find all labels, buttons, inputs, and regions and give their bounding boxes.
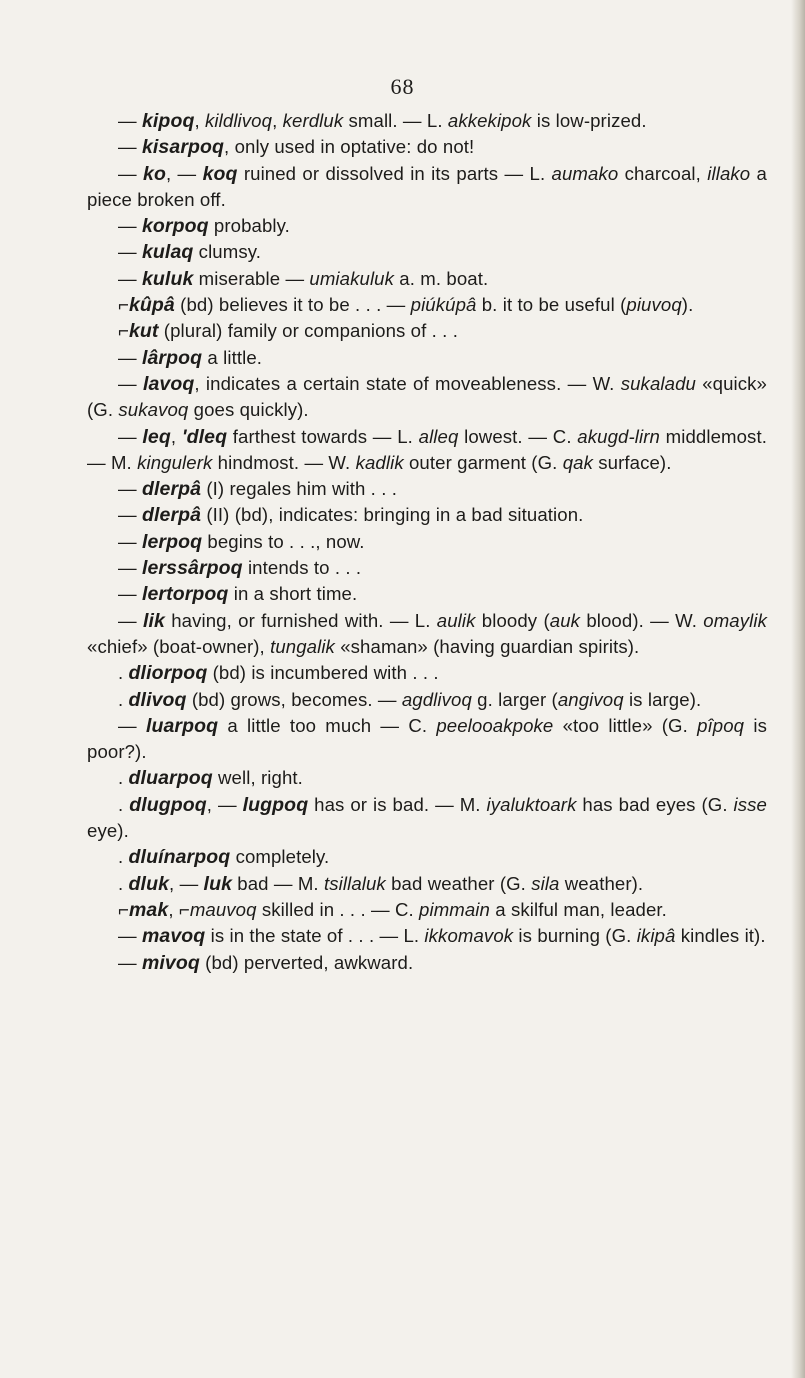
dictionary-entry (87, 844, 767, 870)
entry-headword: korpoq (141, 215, 209, 238)
entry-headword: leq (142, 425, 171, 448)
entry-text: — (118, 609, 143, 631)
entry-text: — (118, 110, 142, 131)
entry-text: — (118, 162, 144, 184)
entry-text: , — (206, 793, 243, 815)
page-number: 68 (390, 74, 415, 99)
dictionary-entry (87, 266, 767, 292)
entry-text: . (118, 846, 129, 868)
entry-example: kingulerk (137, 451, 213, 473)
entry-text: «quick» (G. (87, 372, 768, 421)
entry-headword: ko (143, 162, 166, 185)
entry-headword: kuluk (141, 267, 194, 290)
entry-headword: kisarpoq (141, 136, 225, 159)
entry-list (87, 108, 767, 976)
entry-text: miserable — (193, 267, 310, 289)
entry-headword: koq (202, 162, 238, 185)
entry-text: b. it to be useful ( (476, 294, 627, 316)
entry-text: g. larger ( (471, 688, 558, 710)
entry-headword: luarpoq (145, 714, 219, 737)
entry-headword: 'dleq (181, 425, 228, 448)
dictionary-entry (87, 371, 767, 424)
entry-example: sukavoq (118, 399, 189, 421)
dictionary-entry (87, 871, 767, 897)
dictionary-entry (87, 581, 767, 607)
entry-headword: lârpoq (141, 346, 203, 369)
entry-text: — (118, 530, 142, 552)
entry-text: is burning (G. (513, 925, 637, 947)
entry-text: is low-prized. (531, 110, 647, 131)
entry-text: bloody ( (475, 609, 550, 631)
entry-example: kerdluk (282, 110, 344, 131)
entry-text: a skilful man, leader. (489, 898, 667, 920)
dictionary-entry (87, 792, 767, 845)
entry-text: , (194, 110, 206, 131)
entry-headword: dlerpâ (141, 504, 202, 527)
entry-text: middlemost. — M. (87, 425, 767, 473)
entry-example: piúkúpâ (410, 294, 477, 316)
entry-headword: dlugpoq (129, 793, 207, 816)
entry-example: illako (707, 162, 751, 184)
entry-example: sukaladu (620, 372, 696, 394)
entry-text: «chief» (boat-owner), (87, 635, 271, 657)
dictionary-entry (87, 950, 767, 976)
entry-example: kildlivoq (205, 110, 273, 131)
entry-example: auk (549, 609, 581, 631)
entry-text: , — (165, 162, 203, 184)
entry-text: well, right. (212, 767, 303, 789)
entry-text: weather). (559, 872, 644, 894)
entry-text: has bad eyes (G. (576, 793, 734, 815)
entry-text: a piece broken off. (87, 162, 767, 210)
entry-text: — (118, 346, 142, 368)
entry-example: isse (733, 793, 767, 815)
entry-text: a. m. boat. (394, 267, 489, 289)
entry-text: — (118, 583, 142, 605)
entry-text: — (118, 425, 143, 447)
entry-text: charcoal, (618, 162, 708, 184)
entry-example: iyaluktoark (486, 793, 577, 815)
entry-text: small. — L. (343, 110, 448, 131)
dictionary-entry (87, 529, 767, 555)
entry-text: — (118, 136, 142, 158)
entry-text: , only used in optative: do not! (224, 136, 475, 158)
entry-text: — (118, 372, 143, 394)
entry-headword: dlerpâ (141, 478, 202, 501)
entry-headword: lik (142, 609, 165, 632)
entry-example: ikkomavok (424, 925, 514, 947)
entry-headword: lavoq (142, 372, 195, 395)
dictionary-entry (87, 239, 767, 265)
entry-headword: kut (128, 320, 159, 343)
entry-example: agdlivoq (401, 688, 472, 710)
dictionary-entry (87, 660, 767, 686)
entry-text: a little too much — C. (218, 714, 437, 736)
entry-text: . (118, 872, 129, 894)
entry-headword: lugpoq (242, 793, 309, 816)
entry-headword: mivoq (141, 951, 200, 974)
entry-text: — (118, 557, 142, 579)
entry-headword: dlivoq (128, 688, 187, 711)
entry-example: akkekipok (447, 110, 532, 131)
dictionary-entry (87, 765, 767, 791)
entry-text: (II) (bd), indicates: bringing in a bad situation. (201, 504, 584, 526)
dictionary-entry (87, 424, 767, 477)
entry-text: (bd) believes it to be . . . — (174, 294, 411, 316)
entry-example: tsillaluk (323, 872, 386, 894)
entry-text: lowest. — C. (458, 425, 578, 447)
entry-example: peelooakpoke (436, 714, 554, 736)
entry-text: in a short time. (228, 583, 358, 605)
entry-text: has or is bad. — M. (308, 793, 487, 815)
dictionary-entry (87, 555, 767, 581)
entry-example: piuvoq (626, 294, 682, 316)
entry-text: — (118, 478, 142, 500)
entry-example: akugd-lirn (577, 425, 660, 447)
entry-text: (bd) is incumbered with . . . (207, 662, 439, 684)
entry-example: tungalik (270, 635, 335, 657)
entry-example: sila (531, 872, 560, 894)
entry-headword: kipoq (141, 110, 195, 132)
entry-text: — (118, 504, 142, 526)
entry-text: bad weather (G. (385, 872, 532, 894)
entry-text: a little. (202, 346, 263, 368)
dictionary-entry (87, 108, 767, 134)
entry-text: «shaman» (having guardian spirits). (334, 635, 640, 657)
entry-text: is poor?). (87, 714, 767, 763)
entry-text: farthest towards — L. (227, 425, 419, 447)
entry-example: kadlik (355, 451, 404, 473)
entry-text: (plural) family or companions of . . . (158, 320, 458, 342)
entry-text: is in the state of . . . — L. (205, 925, 425, 947)
entry-text: begins to . . ., now. (202, 530, 365, 552)
entry-headword: luk (203, 872, 233, 895)
entry-text: . (118, 688, 129, 710)
entry-headword: mavoq (141, 925, 206, 948)
dictionary-entry (87, 502, 767, 528)
entry-text: ). (681, 294, 694, 316)
entry-text: ⌐ (118, 320, 129, 342)
entry-example: mauvoq (189, 898, 257, 920)
entry-headword: kûpâ (128, 294, 175, 317)
entry-text: probably. (208, 215, 290, 237)
entry-headword: mak (128, 898, 169, 921)
dictionary-entry (87, 292, 767, 318)
dictionary-entry (87, 687, 767, 713)
entry-text: , — (169, 872, 204, 894)
entry-example: qak (562, 451, 593, 473)
entry-text: outer garment (G. (403, 451, 563, 473)
entry-text: — (118, 241, 142, 263)
entry-text: skilled in . . . — C. (256, 898, 420, 920)
entry-text: — (118, 925, 142, 947)
entry-example: omaylik (703, 609, 768, 631)
entry-text: — (118, 267, 142, 289)
entry-text: hindmost. — W. (212, 451, 356, 473)
entry-text: kindles it). (675, 925, 766, 947)
entry-text: blood). — W. (580, 609, 704, 631)
entry-text: (bd) grows, becomes. — (186, 688, 402, 710)
entry-text: goes quickly). (188, 399, 309, 421)
entry-headword: dliorpoq (128, 662, 208, 685)
entry-text: (bd) perverted, awkward. (199, 951, 414, 973)
entry-text: , ⌐ (168, 898, 190, 920)
entry-text: — (118, 714, 146, 736)
entry-text: — (118, 215, 142, 237)
entry-headword: lerssârpoq (141, 557, 243, 580)
entry-text: having, or furnished with. — L. (164, 609, 437, 631)
entry-text: surface). (592, 451, 672, 473)
entry-example: angivoq (557, 688, 624, 710)
entry-text: , (272, 110, 283, 131)
entry-text: completely. (230, 846, 330, 868)
entry-example: ikipâ (636, 925, 676, 947)
entry-text: ruined or dissolved in its parts — L. (237, 162, 552, 184)
entry-text: bad — M. (232, 872, 324, 894)
dictionary-entry (87, 161, 767, 214)
dictionary-entry (87, 345, 767, 371)
dictionary-entry (87, 923, 767, 949)
dictionary-entry (87, 134, 767, 160)
entry-example: umiakuluk (309, 267, 395, 289)
entry-text: clumsy. (193, 241, 262, 263)
dictionary-entry (87, 318, 767, 344)
entry-text: , (170, 425, 182, 447)
entry-text: is large). (623, 688, 702, 710)
entry-text: ⌐ (118, 898, 129, 920)
entry-text: intends to . . . (242, 557, 362, 579)
entry-example: pimmain (419, 898, 490, 920)
entry-headword: dluarpoq (128, 767, 213, 790)
page-edge-shadow (791, 0, 805, 1378)
entry-text: . (118, 793, 130, 815)
entry-headword: dluínarpoq (128, 846, 231, 869)
entry-headword: lertorpoq (141, 583, 229, 606)
entry-example: aulik (436, 609, 476, 631)
entry-headword: lerpoq (141, 530, 203, 553)
entry-headword: kulaq (141, 241, 194, 264)
dictionary-entry (87, 897, 767, 923)
entry-text: «too little» (G. (553, 714, 698, 736)
dictionary-entry (87, 713, 767, 766)
entry-text: . (118, 767, 129, 789)
entry-text: — (118, 951, 142, 973)
entry-text: ⌐ (118, 294, 129, 316)
dictionary-entry (87, 213, 767, 239)
entry-example: pîpoq (697, 714, 745, 736)
entry-headword: dluk (128, 872, 170, 895)
entry-text: (I) regales him with . . . (201, 478, 398, 500)
dictionary-entry (87, 476, 767, 502)
entry-example: alleq (418, 425, 459, 447)
entry-text: eye). (87, 820, 129, 842)
entry-example: aumako (551, 162, 619, 184)
entry-text: . (118, 662, 129, 684)
dictionary-entry (87, 608, 767, 661)
entry-text: , indicates a certain state of moveableness. — W. (194, 372, 621, 394)
